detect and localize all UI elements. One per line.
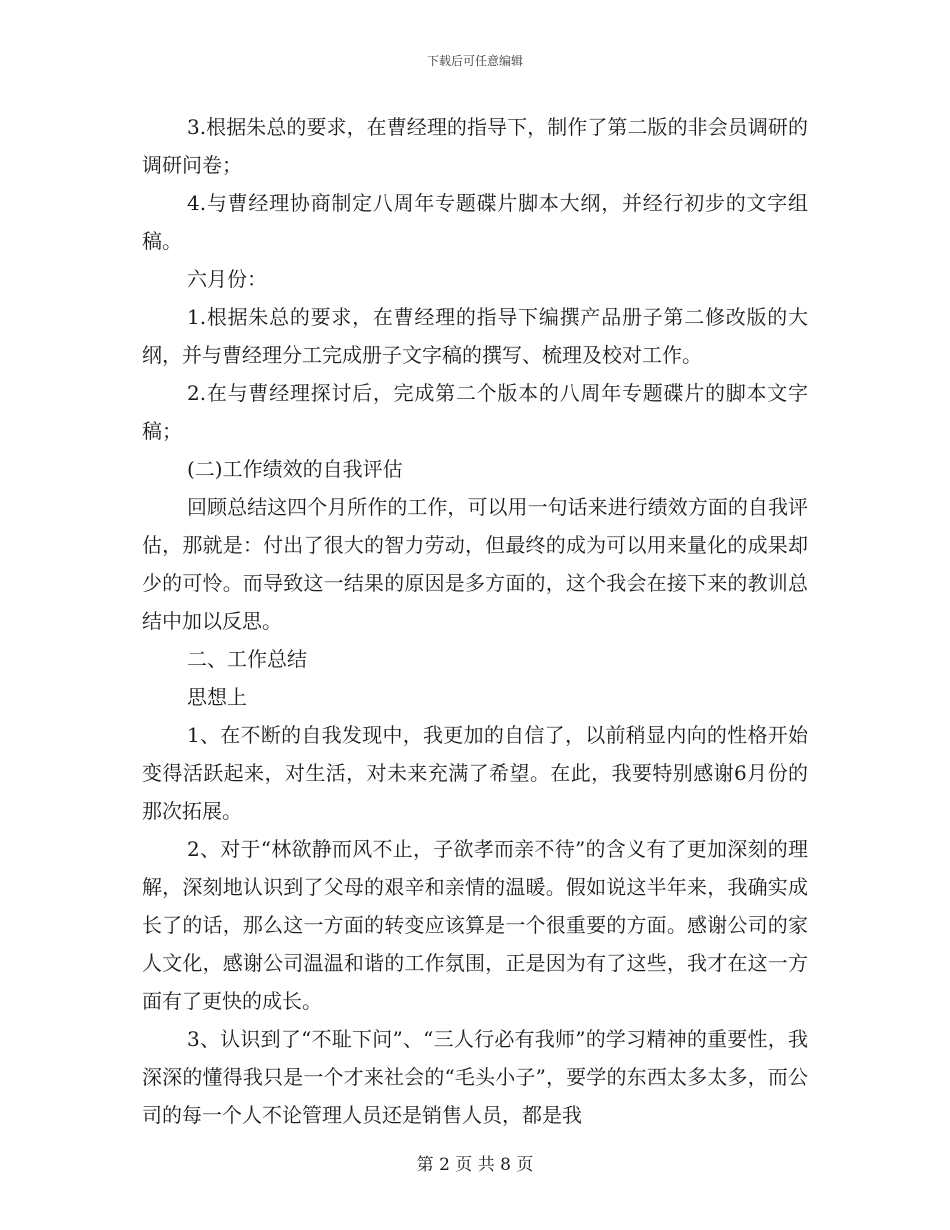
paragraph: 2、对于“林欲静而风不止，子欲孝而亲不待”的含义有了更加深刻的理解，深刻地认识到了父母的艰辛和亲情的温暖。假如说这半年来，我确实成长了的话，那么这一方面的转变应该算是一个很重要的方面。感谢公司的家人文化，感谢公司温温和谐的工作氛围，正是因为有了这些，我才在这一方面有了更快的成长。 [142,837,808,1013]
paragraph: 2.在与曹经理探讨后，完成第二个版本的八周年专题碟片的脚本文字稿； [142,381,808,443]
section-label: 六月份： [187,267,267,291]
paragraph: 回顾总结这四个月所作的工作，可以用一句话来进行绩效方面的自我评估，那就是：付出了很大的智力劳动，但最终的成为可以用来量化的成果却少的可怜。而导致这一结果的原因是多方面的，这个我会在接下来的教训总结中加以反思。 [142,495,808,633]
paragraph: 4.与曹经理协商制定八周年专题碟片脚本大纲，并经行初步的文字组稿。 [142,191,808,253]
paragraph: 3.根据朱总的要求，在曹经理的指导下，制作了第二版的非会员调研的调研问卷； [142,115,808,177]
section-label: 思想上 [187,685,247,709]
page-header: 下载后可任意编辑 [426,54,523,68]
section-heading: (二)工作绩效的自我评估 [187,457,403,481]
document-body [142,108,808,1134]
page-footer: 第 2 页 共 8 页 [416,1155,534,1175]
paragraph: 3、认识到了“不耻下问”、“三人行必有我师”的学习精神的重要性，我深深的懂得我只是一个才来社会的“毛头小子”，要学的东西太多太多，而公司的每一个人不论管理人员还是销售人员，都是我 [142,1027,808,1127]
section-heading: 二、工作总结 [187,647,307,671]
paragraph: 1.根据朱总的要求，在曹经理的指导下编撰产品册子第二修改版的大纲，并与曹经理分工完成册子文字稿的撰写、梳理及校对工作。 [142,305,808,367]
paragraph: 1、在不断的自我发现中，我更加的自信了，以前稍显内向的性格开始变得活跃起来，对生活，对未来充满了希望。在此，我要特别感谢6月份的那次拓展。 [142,723,808,823]
